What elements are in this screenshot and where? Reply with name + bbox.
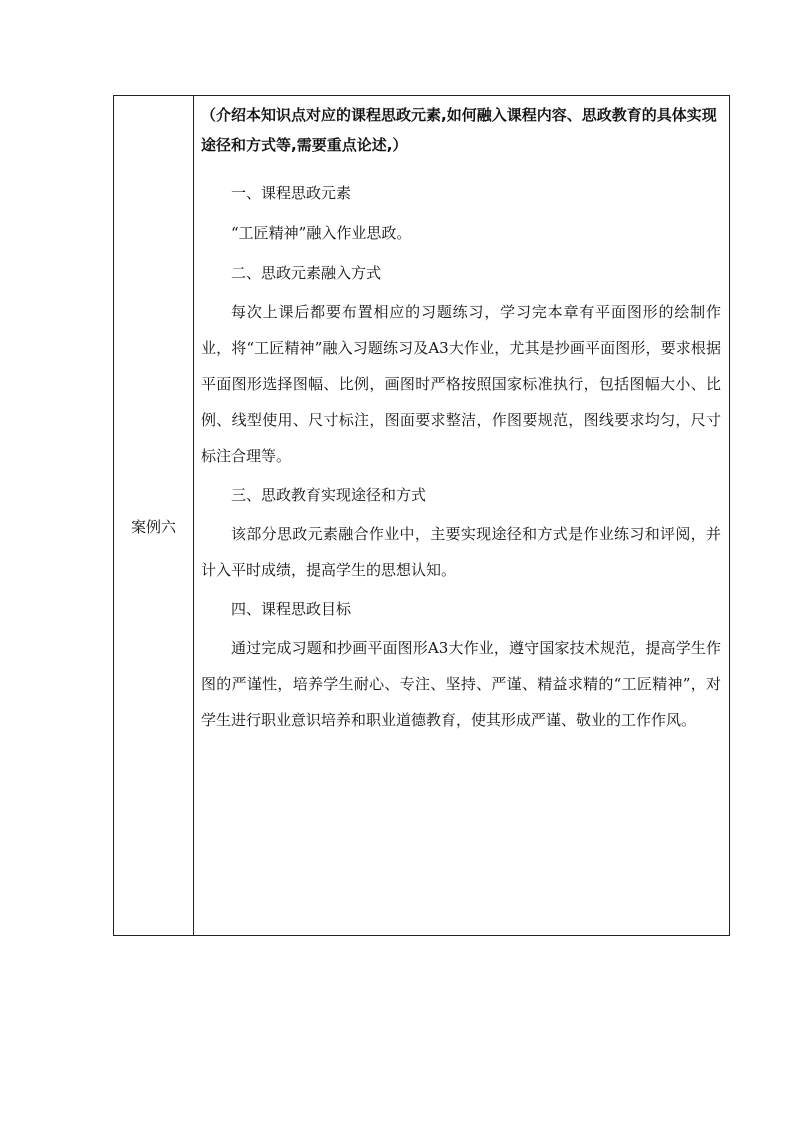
section-body-elements: “工匠精神”融入作业思政。 — [231, 224, 412, 242]
section-heading-integration: 二、思政元素融入方式 — [231, 264, 382, 282]
section-heading-approach: 三、思政教育实现途径和方式 — [231, 486, 427, 504]
section-heading-goals: 四、课程思政目标 — [231, 600, 352, 618]
content-cell — [194, 96, 729, 935]
section-body-goals: 通过完成习题和抄画平面图形A3大作业，遵守国家技术规范，提高学生作图的严谨性，培养学生耐心、专注、坚持、严谨、精益求精的“工匠精神”，对学生进行职业意识培养和职业道德教育，使其形成严谨、敬业的工作作风。 — [201, 639, 721, 729]
label-cell — [114, 96, 194, 935]
case-label: 案例六 — [130, 518, 176, 536]
instruction-text: （介绍本知识点对应的课程思政元素,如何融入课程内容、思政教育的具体实现途径和方式等,需要重点论述,） — [201, 106, 717, 154]
section-body-approach: 该部分思政元素融合作业中，主要实现途径和方式是作业练习和评阅，并计入平时成绩，提高学生的思想认知。 — [201, 525, 721, 579]
section-heading-elements: 一、课程思政元素 — [231, 184, 352, 202]
content-table — [113, 95, 730, 936]
section-body-integration: 每次上课后都要布置相应的习题练习，学习完本章有平面图形的绘制作业，将“工匠精神”融入习题练习及A3大作业，尤其是抄画平面图形，要求根据平面图形选择图幅、比例，画图时严格按照国家标准执行，包括图幅大小、比例、线型使用、尺寸标注，图面要求整洁，作图要规范，图线要求均匀，尺寸标注合理等。 — [201, 303, 721, 465]
